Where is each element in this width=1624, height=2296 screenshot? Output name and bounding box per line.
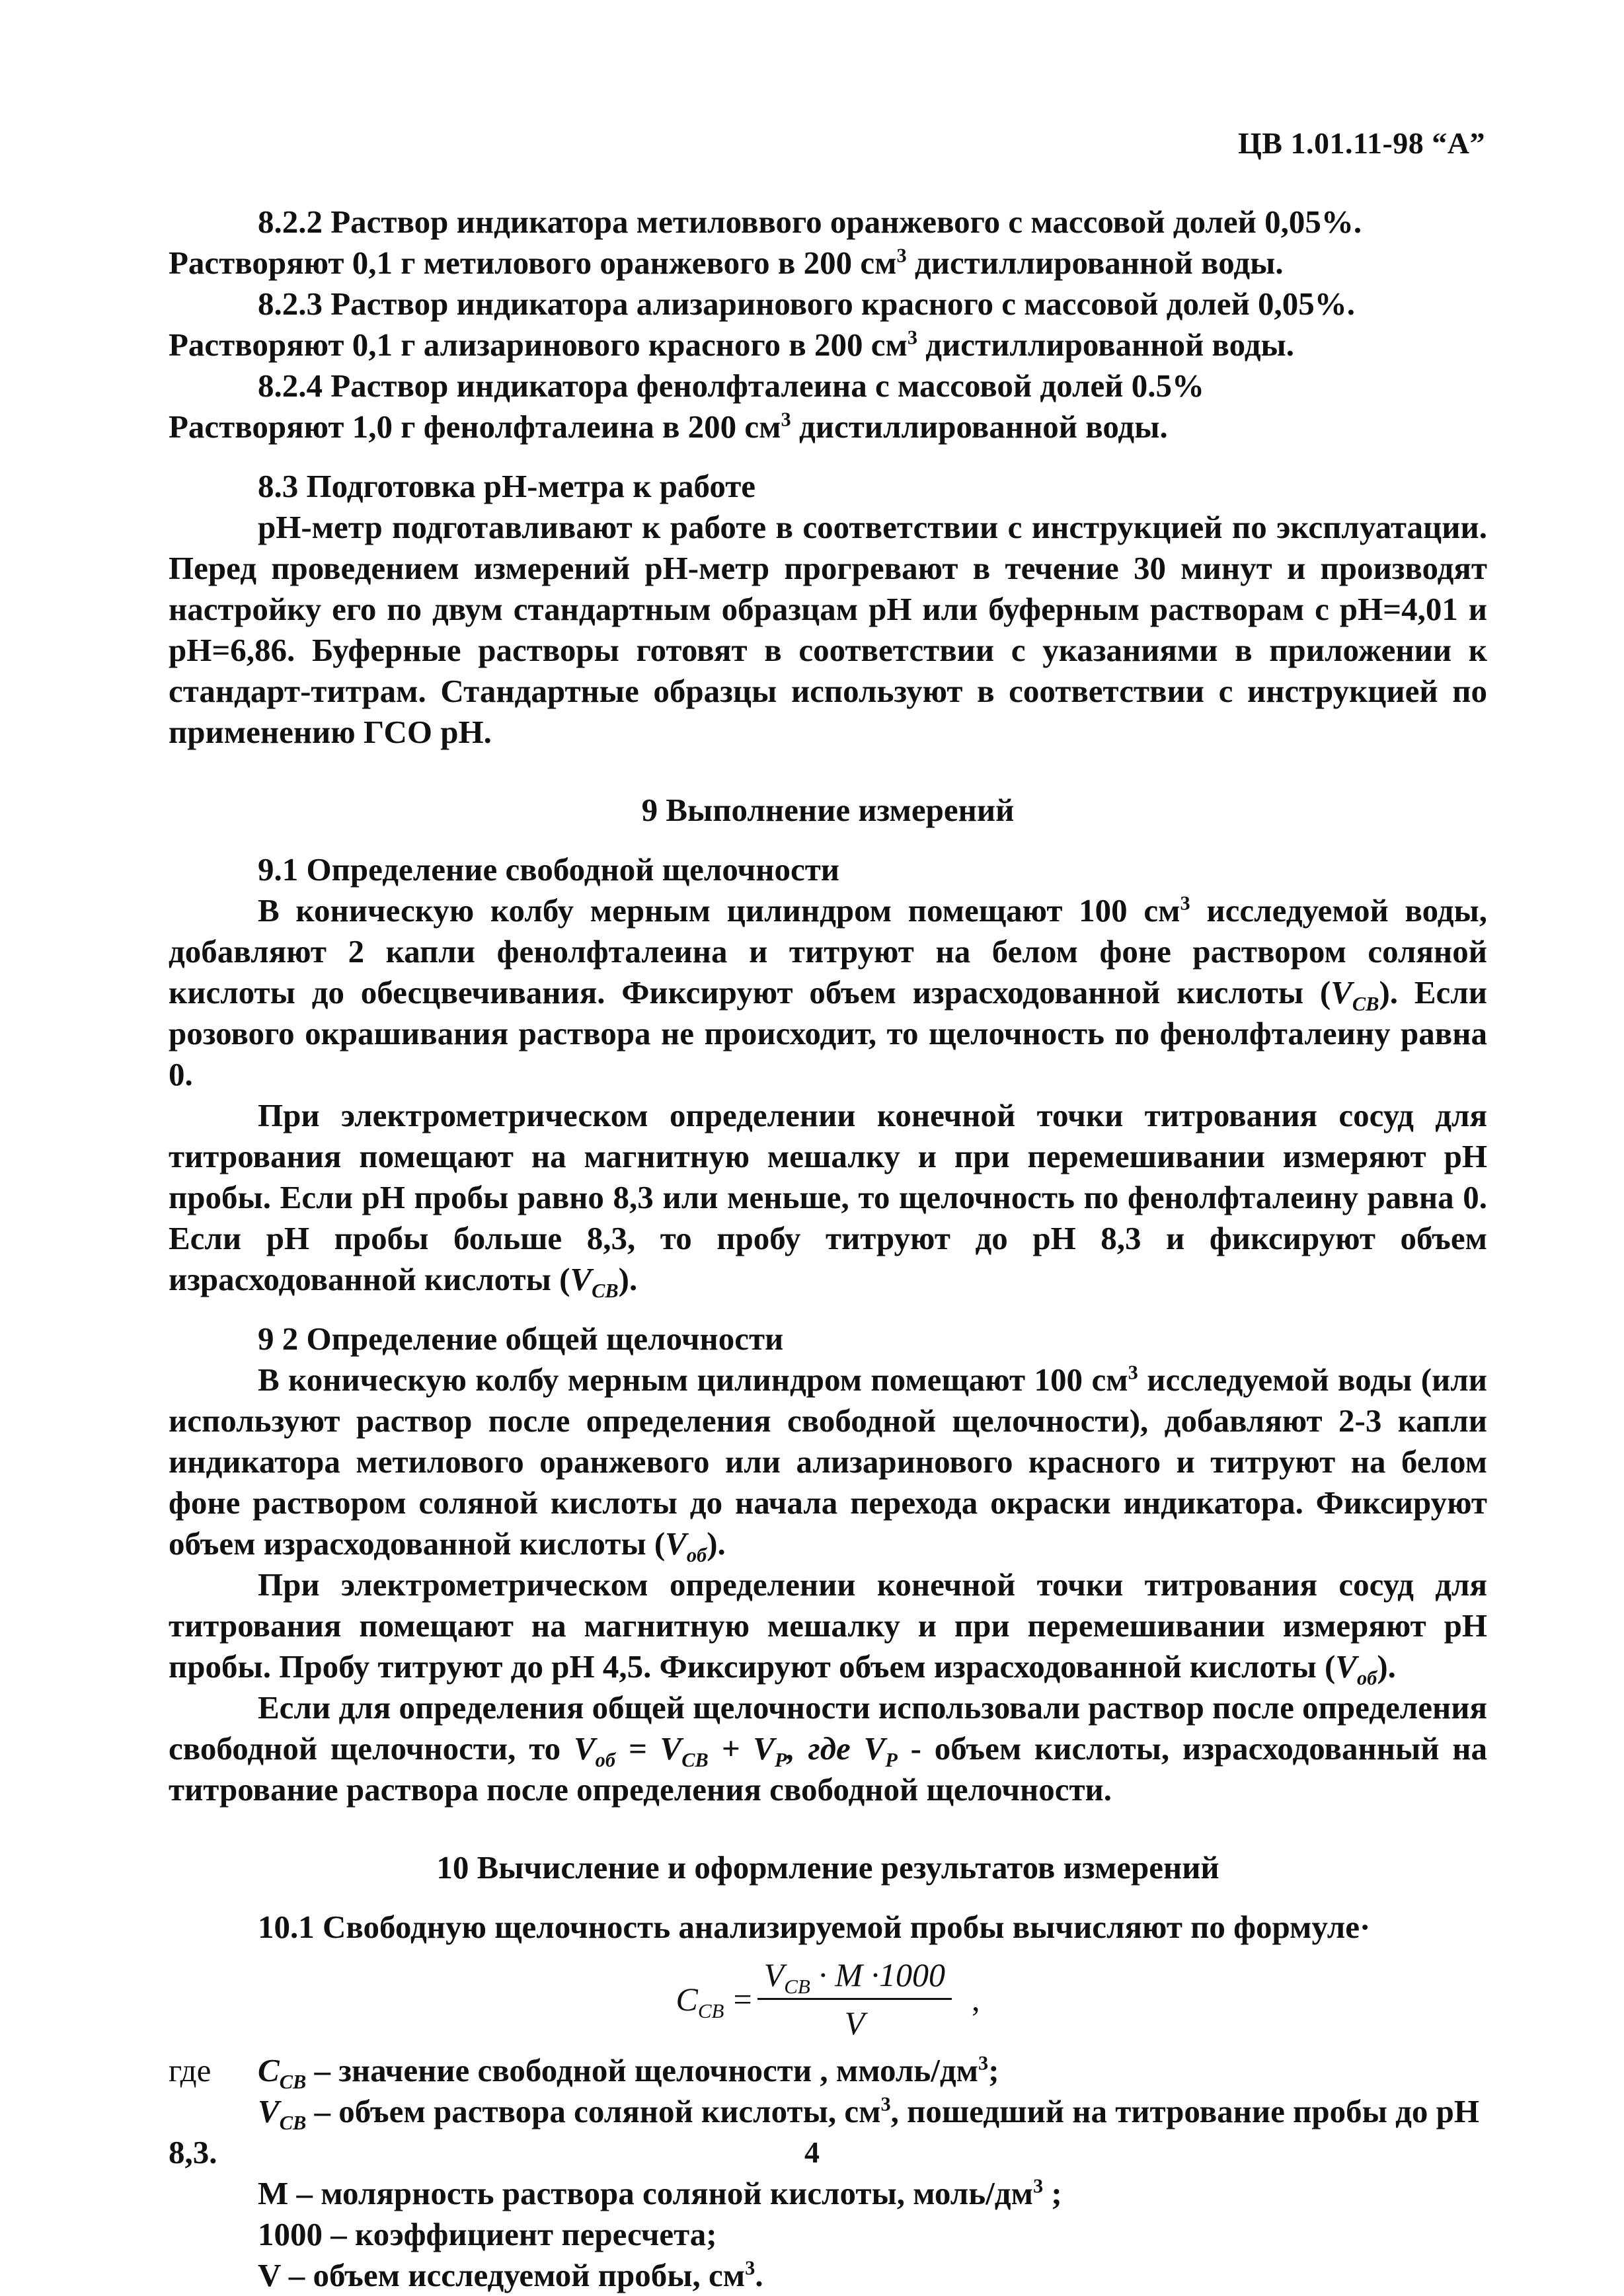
text-span: ). xyxy=(707,1525,726,1562)
variable-symbol: V xyxy=(665,1525,687,1562)
section-9-heading: 9 Выполнение измерений xyxy=(641,792,1015,828)
text-span: исследуемой воды, добавляют 2 капли фенолфталеина и титруют на белом фоне раствором соляной кислоты до обесцвечивания. Фиксируют объем израсходованной кислоты ( xyxy=(169,892,1487,1011)
variable-symbol: V xyxy=(573,1730,596,1767)
text-span: дистиллированной воды. xyxy=(791,408,1168,445)
section-9-1-title: 9.1 Определение свободной щелочности xyxy=(258,851,840,888)
text-span: При электрометрическом определении конечной точки титрования сосуд для титрования помещают на магнитную мешалку и при перемешивании измеряют рН пробы. Пробу титруют до рН 4,5. Фиксируют объем израсходованной кислоты ( xyxy=(169,1566,1487,1685)
definition-row-volume xyxy=(169,2255,1487,2296)
text-span: ). xyxy=(1377,1648,1396,1685)
section-8-2-4-title: 8.2.4 Раствор индикатора фенолфталеина с массовой долей 0.5% xyxy=(258,367,1204,404)
spacer xyxy=(169,831,1487,849)
text-span: - объем кислоты, израсходованный на титрование раствора после определения свободной щелочности. xyxy=(169,1730,1488,1808)
subscript: CB xyxy=(784,1975,810,1998)
superscript: 3 xyxy=(1032,2174,1044,2198)
subscript: CB xyxy=(681,1748,709,1771)
subscript: CB xyxy=(279,2070,307,2093)
text-span: , где V xyxy=(787,1730,886,1767)
variable-symbol: V xyxy=(763,1956,785,1993)
spacer xyxy=(169,1888,1487,1907)
text-span: В коническую колбу мерным цилиндром помещают 100 см xyxy=(258,1361,1128,1398)
equation-inline xyxy=(573,1730,898,1771)
subscript: P xyxy=(885,1748,898,1771)
superscript: 3 xyxy=(880,2092,891,2116)
text-span: = V xyxy=(615,1730,682,1767)
definition-row-v-continued: 8,3. xyxy=(169,2134,217,2170)
variable-symbol: V xyxy=(258,2093,280,2129)
text-span: В коническую колбу мерным цилиндром помещают 100 см xyxy=(258,892,1180,929)
text-span: исследуемой воды (или используют раствор после определения свободной щелочности), добавляют 2-3 капли индикатора метилового оранжевого или ализаринового красного и титруют на белом фоне раствором соляной кислоты до начала перехода окраски индикатора. Фиксируют объем израсходованной кислоты ( xyxy=(169,1361,1487,1562)
definition-row-1000: 1000 – коэффициент пересчета; xyxy=(258,2216,717,2252)
section-9-2-paragraph-3 xyxy=(169,1687,1487,1810)
definition-text xyxy=(258,2050,999,2091)
text-span: – объем раствора соляной кислоты, см xyxy=(306,2093,881,2129)
section-9-1-paragraph-2 xyxy=(169,1095,1487,1300)
superscript: 3 xyxy=(1128,1361,1138,1384)
variable-symbol: C xyxy=(258,2052,280,2088)
section-8-3-title: 8.3 Подготовка рН-метра к работе xyxy=(258,468,756,504)
subscript: P xyxy=(774,1748,787,1771)
subscript: об xyxy=(686,1543,707,1566)
where-label: где xyxy=(169,2052,212,2088)
definition-row-m xyxy=(169,2173,1487,2214)
document-code: ЦВ 1.01.11-98 “А” xyxy=(1238,126,1485,160)
section-8-2-2-title: 8.2.2 Раствор индикатора метиловвого оранжевого с массовой долей 0,05%. xyxy=(258,204,1362,240)
spacer xyxy=(169,1810,1487,1847)
text-span: дистиллированной воды. xyxy=(917,326,1295,363)
text-span: ; xyxy=(988,2052,999,2088)
section-8-2-4-text xyxy=(169,406,1487,447)
text-span: ). Если розового окрашивания раствора не происходит, то щелочность по фенолфталеину равна 0. xyxy=(169,974,1487,1092)
variable-symbol: C xyxy=(676,1980,698,2018)
section-9-2-title: 9 2 Определение общей щелочности xyxy=(258,1320,784,1357)
formula-denominator: V xyxy=(844,2005,865,2042)
section-8-3-text: рН-метр подготавливают к работе в соответствии с инструкцией по эксплуатации. Перед проведением измерений рН-метр прогревают в течение 30 минут и производят настройку его по двум стандартным образцам рН или буферным растворам с рН=4,01 и рН=6,86. Буферные растворы готовят в соответствии с указаниями в приложении к стандарт-титрам. Стандартные образцы используют в соответствии с инструкцией по применению ГСО рН. xyxy=(169,509,1487,750)
superscript: 3 xyxy=(978,2051,989,2075)
text-span: , пошедший на титрование пробы до рН xyxy=(890,2093,1480,2129)
page-number: 4 xyxy=(804,2135,820,2169)
text-span: ). xyxy=(618,1261,638,1297)
subscript: CB xyxy=(279,2111,307,2134)
section-8-2-2-text xyxy=(169,243,1487,284)
text-span: ; xyxy=(1043,2175,1062,2211)
variable-symbol: V xyxy=(1335,1648,1357,1685)
formula-comma: , xyxy=(972,1980,980,2018)
text-span: . xyxy=(755,2257,763,2293)
formula-fraction xyxy=(757,1954,952,2044)
text-span: М – молярность раствора соляной кислоты, моль/дм xyxy=(258,2175,1033,2211)
subscript: об xyxy=(1356,1666,1377,1689)
definition-row-c xyxy=(169,2050,1487,2091)
text-span: Растворяют 0,1 г метилового оранжевого в 200 см xyxy=(169,245,897,281)
equals-sign: = xyxy=(733,1980,752,2018)
superscript: 3 xyxy=(907,326,918,349)
subscript: CB xyxy=(697,1999,724,2022)
spacer xyxy=(169,1300,1487,1319)
text-span: Если для определения общей щелочности использовали раствор после определения свободной щелочности, то xyxy=(169,1689,1487,1767)
definition-row-v xyxy=(169,2091,1487,2132)
section-9-2-paragraph-2 xyxy=(169,1564,1487,1687)
text-span: · M ·1000 xyxy=(810,1956,945,1993)
text-span: Растворяют 0,1 г ализаринового красного в 200 см xyxy=(169,326,908,363)
section-10-heading: 10 Вычисление и оформление результатов измерений xyxy=(436,1849,1219,1886)
section-9-1-paragraph-1 xyxy=(169,890,1487,1095)
document-body xyxy=(169,202,1487,2296)
text-span: V – объем исследуемой пробы, см xyxy=(258,2257,746,2293)
superscript: 3 xyxy=(745,2256,755,2279)
formula-lhs xyxy=(676,1979,724,2020)
section-8-2-3-title: 8.2.3 Раствор индикатора ализаринового красного с массовой долей 0,05%. xyxy=(258,286,1356,322)
section-10-1-title: 10.1 Свободную щелочность анализируемой пробы вычисляют по формуле· xyxy=(258,1909,1371,1945)
text-span: – значение свободной щелочности , ммоль/дм xyxy=(306,2052,978,2088)
variable-symbol: V xyxy=(570,1261,592,1297)
text-span: + V xyxy=(708,1730,775,1767)
subscript: об xyxy=(595,1748,615,1771)
text-span: При электрометрическом определении конечной точки титрования сосуд для титрования помещают на магнитную мешалку и при перемешивании измеряют рН пробы. Если рН пробы равно 8,3 или меньше, то щелочность по фенолфталеину равна 0. Если рН пробы больше 8,3, то пробу титруют до рН 8,3 и фиксируют объем израсходованной кислоты ( xyxy=(169,1097,1487,1297)
subscript: CB xyxy=(592,1279,619,1302)
superscript: 3 xyxy=(781,408,791,431)
free-alkalinity-formula xyxy=(169,1954,1487,2044)
text-span: Растворяют 1,0 г фенолфталеина в 200 см xyxy=(169,408,781,445)
variable-symbol: V xyxy=(1331,974,1352,1011)
superscript: 3 xyxy=(1180,892,1190,915)
section-8-2-3-text xyxy=(169,325,1487,365)
formula-numerator xyxy=(757,1954,952,2000)
superscript: 3 xyxy=(896,244,907,267)
text-span: дистиллированной воды. xyxy=(906,245,1284,281)
spacer xyxy=(169,447,1487,466)
spacer xyxy=(169,753,1487,790)
section-9-2-paragraph-1 xyxy=(169,1359,1487,1564)
subscript: CB xyxy=(1352,992,1379,1015)
